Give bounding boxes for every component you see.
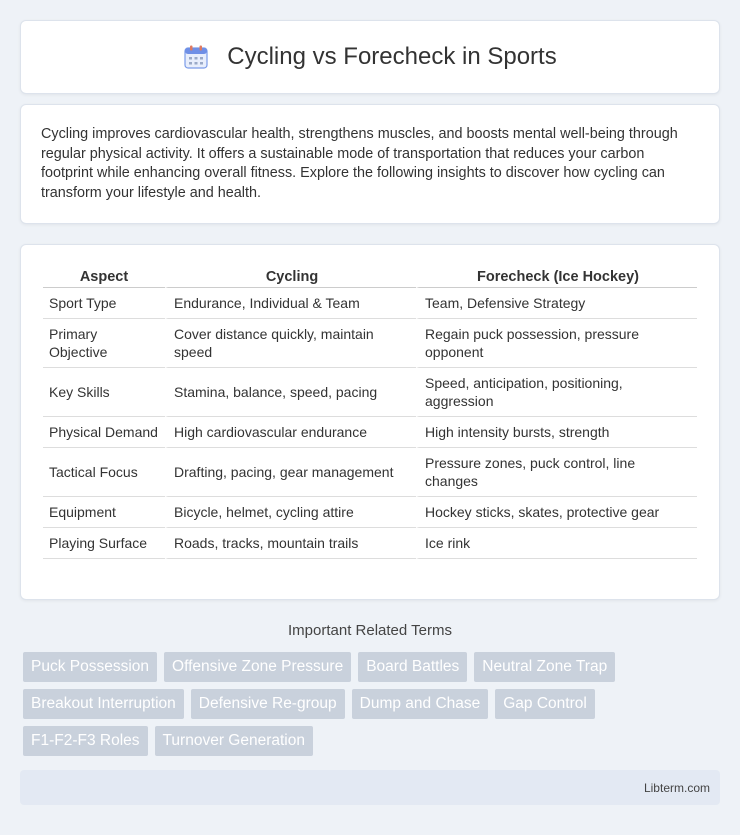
cell-cycling: Stamina, balance, speed, pacing [165, 368, 416, 417]
term-tag[interactable]: Breakout Interruption [23, 689, 184, 719]
table-row [43, 368, 697, 417]
column-header-aspect: Aspect [43, 265, 165, 288]
term-tag[interactable]: Turnover Generation [155, 726, 313, 756]
cell-forecheck: Ice rink [416, 528, 697, 559]
term-tag[interactable]: Offensive Zone Pressure [164, 652, 351, 682]
comparison-table [43, 265, 697, 559]
table-header-row [43, 265, 697, 288]
term-tag[interactable]: Puck Possession [23, 652, 157, 682]
term-tag[interactable]: Dump and Chase [352, 689, 489, 719]
cell-aspect: Key Skills [43, 368, 165, 417]
intro-card [20, 104, 720, 224]
table-row [43, 528, 697, 559]
term-tag[interactable]: Board Battles [358, 652, 467, 682]
header-card [20, 20, 720, 94]
cell-forecheck: Speed, anticipation, positioning, aggression [416, 368, 697, 417]
cell-aspect: Playing Surface [43, 528, 165, 559]
footer-site-link[interactable]: Libterm.com [643, 780, 710, 795]
table-row [43, 497, 697, 528]
cell-forecheck: High intensity bursts, strength [416, 417, 697, 448]
cell-cycling: High cardiovascular endurance [165, 417, 416, 448]
cell-cycling: Roads, tracks, mountain trails [165, 528, 416, 559]
term-tag[interactable]: Neutral Zone Trap [474, 652, 615, 682]
page-title: Cycling vs Forecheck in Sports [227, 43, 557, 70]
term-tag[interactable]: F1-F2-F3 Roles [23, 726, 148, 756]
related-terms-title: Important Related Terms [288, 622, 452, 639]
column-header-forecheck: Forecheck (Ice Hockey) [416, 265, 697, 288]
comparison-table-card [20, 244, 720, 600]
cell-aspect: Tactical Focus [43, 448, 165, 497]
cell-cycling: Cover distance quickly, maintain speed [165, 319, 416, 368]
calendar-icon [183, 44, 209, 70]
table-row [43, 448, 697, 497]
intro-text: Cycling improves cardiovascular health, strengthens muscles, and boosts mental well-being through regular physical activity. It offers a sustainable mode of transportation that reduces your carbon footprint while enhancing overall fitness. Explore the following insights to discover how cycling can transform your lifestyle and health. [41, 126, 678, 201]
term-tag[interactable]: Defensive Re-group [191, 689, 345, 719]
cell-forecheck: Regain puck possession, pressure opponent [416, 319, 697, 368]
cell-cycling: Endurance, Individual & Team [165, 288, 416, 319]
term-tag[interactable]: Gap Control [495, 689, 595, 719]
cell-aspect: Physical Demand [43, 417, 165, 448]
table-row [43, 417, 697, 448]
cell-forecheck: Pressure zones, puck control, line changes [416, 448, 697, 497]
related-terms-list [20, 652, 700, 756]
cell-forecheck: Hockey sticks, skates, protective gear [416, 497, 697, 528]
cell-cycling: Drafting, pacing, gear management [165, 448, 416, 497]
table-row [43, 288, 697, 319]
cell-aspect: Equipment [43, 497, 165, 528]
footer [20, 770, 720, 805]
cell-forecheck: Team, Defensive Strategy [416, 288, 697, 319]
cell-cycling: Bicycle, helmet, cycling attire [165, 497, 416, 528]
table-row [43, 319, 697, 368]
cell-aspect: Primary Objective [43, 319, 165, 368]
cell-aspect: Sport Type [43, 288, 165, 319]
column-header-cycling: Cycling [165, 265, 416, 288]
